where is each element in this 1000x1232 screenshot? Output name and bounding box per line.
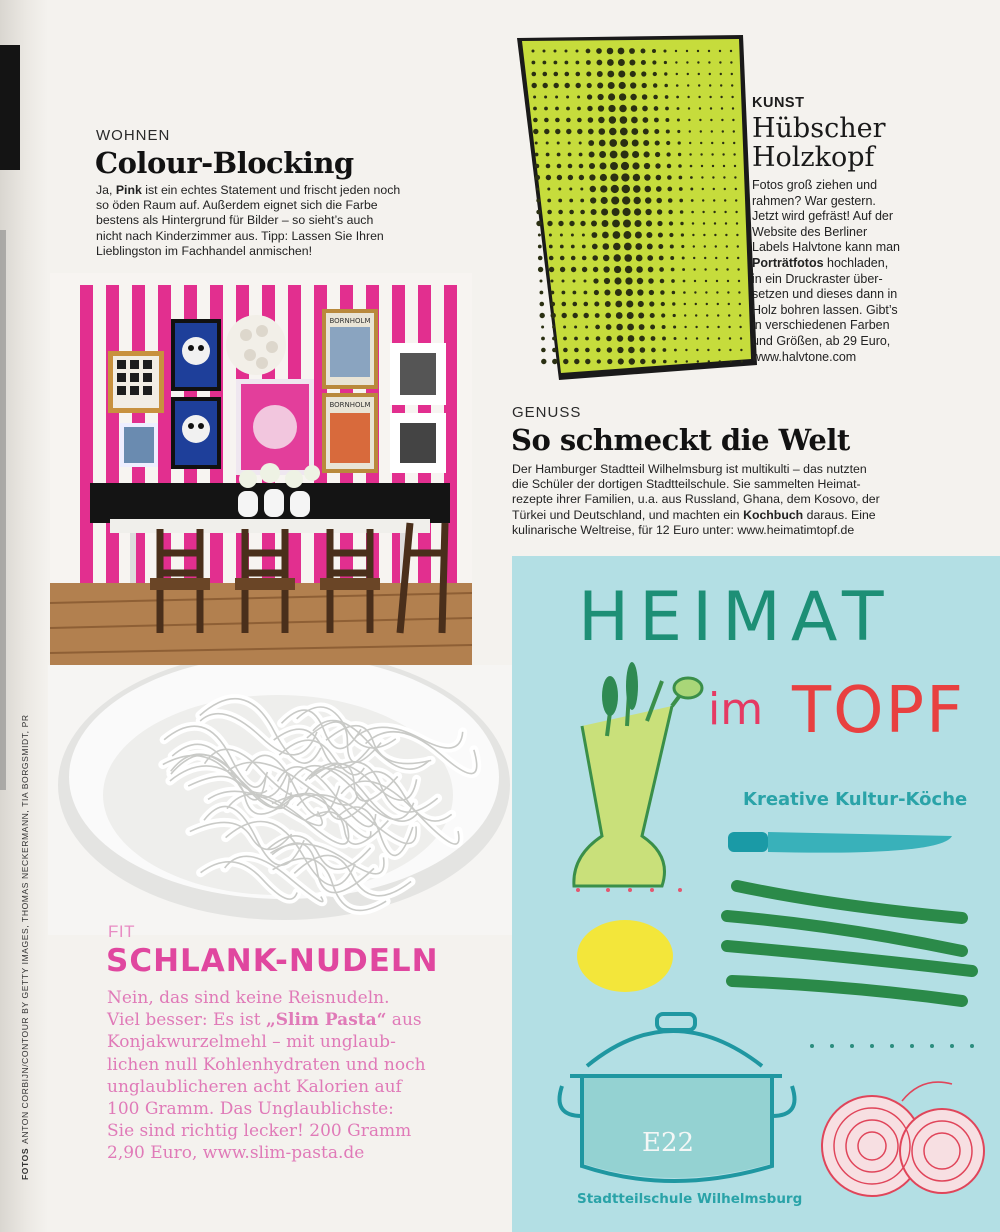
text-line (96, 213, 451, 228)
text-line (107, 987, 467, 1009)
text-span: Labels Halvtone kann man (752, 240, 901, 255)
text-line (512, 523, 952, 538)
text-line (752, 209, 942, 225)
text-span: Der Hamburger Stadtteil Wilhelmsburg ist multikulti – das nutzten (512, 462, 867, 476)
wohnen-kicker: WOHNEN (96, 127, 171, 144)
text-line (752, 272, 942, 288)
room-photo (50, 273, 472, 665)
text-span: www.halvtone.com (752, 349, 857, 364)
text-line (512, 477, 952, 492)
pasta-bowl-illustration (48, 665, 514, 935)
text-span: Website des Berliner (752, 224, 868, 239)
text-span: 100 Gramm. Das Unglaublichste: (107, 1099, 394, 1120)
kunst-title-line-1: Hübscher (752, 113, 886, 144)
fit-body (107, 987, 467, 1165)
cover-subtitle: Kreative Kultur-Köche (743, 789, 968, 810)
text-line (752, 287, 942, 303)
text-span: daraus. Eine (803, 507, 876, 522)
cover-pot-label: E22 (642, 1128, 695, 1158)
text-span: die Schüler der dortigen Stadtteilschule. Sie sammelten Heimat- (512, 477, 861, 492)
text-line (107, 1120, 467, 1142)
text-span: setzen und dieses dann in (752, 287, 898, 302)
text-span: in ein Druckraster über- (752, 271, 883, 286)
text-line (752, 256, 942, 272)
photo-credit (20, 714, 30, 1180)
genuss-body (512, 462, 952, 538)
text-span: Lieblingston im Fachhandel anmischen! (96, 243, 313, 258)
text-span: bestens als Hintergrund für Bilder – so sieht’s auch (96, 213, 374, 228)
cookbook-cover (512, 556, 1000, 1232)
text-line (107, 1031, 467, 1053)
text-line (752, 334, 942, 350)
facing-page-shadow (0, 230, 6, 790)
genuss-kicker: GENUSS (512, 404, 582, 421)
text-line (107, 1009, 467, 1031)
text-span: und Größen, ab 29 Euro, (752, 333, 891, 348)
wohnen-title: Colour-Blocking (95, 146, 354, 180)
poster-text-2: BORNHOLM (329, 401, 371, 409)
text-span: Viel besser: Es ist (107, 1010, 266, 1031)
photo-credit-text: ANTON CORBIJN/CONTOUR BY GETTY IMAGES, THOMAS NECKERMANN, TIA BORGSMIDT, PR (20, 714, 30, 1144)
text-span: so öden Raum auf. Außerdem eignet sich die Farbe (96, 198, 378, 213)
text-span: ist ein echtes Statement und frischt jeden noch (141, 183, 401, 197)
text-line (96, 183, 451, 198)
text-line (96, 229, 451, 244)
cookbook-cover-art (512, 556, 1000, 1232)
text-span: Konjakwurzelmehl – mit unglaub- (107, 1032, 396, 1053)
text-span: nicht nach Kinderzimmer aus. Tipp: Lassen Sie Ihren (96, 228, 384, 243)
text-span: Türkei und Deutschland, und machten ein (512, 507, 744, 522)
text-line (512, 462, 952, 477)
text-line (752, 178, 942, 194)
text-bold: Porträtfotos (752, 255, 824, 270)
text-line (752, 303, 942, 319)
facing-page-letter-fragment (0, 45, 20, 170)
text-span: 2,90 Euro, www.slim-pasta.de (107, 1143, 365, 1164)
text-bold: Kochbuch (743, 507, 804, 522)
text-span: lichen null Kohlenhydraten und noch (107, 1054, 426, 1075)
text-span: in verschiedenen Farben (752, 318, 890, 333)
text-line (752, 350, 942, 366)
text-line (752, 194, 942, 210)
text-line (107, 1054, 467, 1076)
cover-school: Stadtteilschule Wilhelmsburg (577, 1191, 803, 1207)
text-line (96, 198, 451, 213)
halftone-portrait (517, 35, 757, 380)
text-span: rahmen? War gestern. (752, 193, 876, 208)
text-line (107, 1098, 467, 1120)
halftone-art-panel (517, 35, 757, 380)
genuss-title: So schmeckt die Welt (511, 423, 850, 457)
cover-title-im: im (708, 684, 764, 735)
text-line (752, 318, 942, 334)
text-span: rezepte ihrer Familien, u.a. aus Russland, Ghana, dem Kosovo, der (512, 492, 880, 507)
room-illustration (50, 273, 472, 665)
text-span: kulinarische Weltreise, für 12 Euro unter: www.heimatimtopf.de (512, 522, 855, 537)
kunst-title (752, 114, 952, 172)
text-line (752, 225, 942, 241)
text-span: Jetzt wird gefräst! Auf der (752, 209, 894, 224)
text-span: Fotos groß ziehen und (752, 178, 878, 192)
text-span: Nein, das sind keine Reisnudeln. (107, 988, 390, 1008)
text-line (512, 492, 952, 507)
text-span: hochladen, (823, 255, 889, 270)
text-line (512, 508, 952, 523)
text-span: Sie sind richtig lecker! 200 Gramm (107, 1121, 412, 1142)
text-span: aus (386, 1010, 422, 1031)
text-span: unglaublicheren acht Kalorien auf (107, 1076, 402, 1097)
poster-text-1: BORNHOLM (329, 317, 371, 325)
text-span: Holz bohren lassen. Gibt’s (752, 302, 898, 317)
photo-credit-label: FOTOS (20, 1147, 30, 1180)
pasta-bowl-photo (48, 665, 514, 935)
text-span: Ja, (96, 183, 116, 197)
wohnen-body (96, 183, 451, 259)
text-line (752, 240, 942, 256)
fit-title: SCHLANK-NUDELN (106, 943, 439, 979)
kunst-kicker: KUNST (752, 95, 805, 111)
text-line (107, 1076, 467, 1098)
kunst-body (752, 178, 942, 365)
cover-title-topf: TOPF (792, 674, 965, 748)
kunst-title-line-2: Holzkopf (752, 142, 875, 173)
text-bold: Pink (115, 183, 142, 197)
text-line (107, 1142, 467, 1164)
text-bold: „Slim Pasta“ (265, 1010, 387, 1031)
fit-kicker: FIT (108, 922, 135, 941)
cover-title-heimat: HEIMAT (578, 578, 894, 657)
text-line (96, 244, 451, 259)
